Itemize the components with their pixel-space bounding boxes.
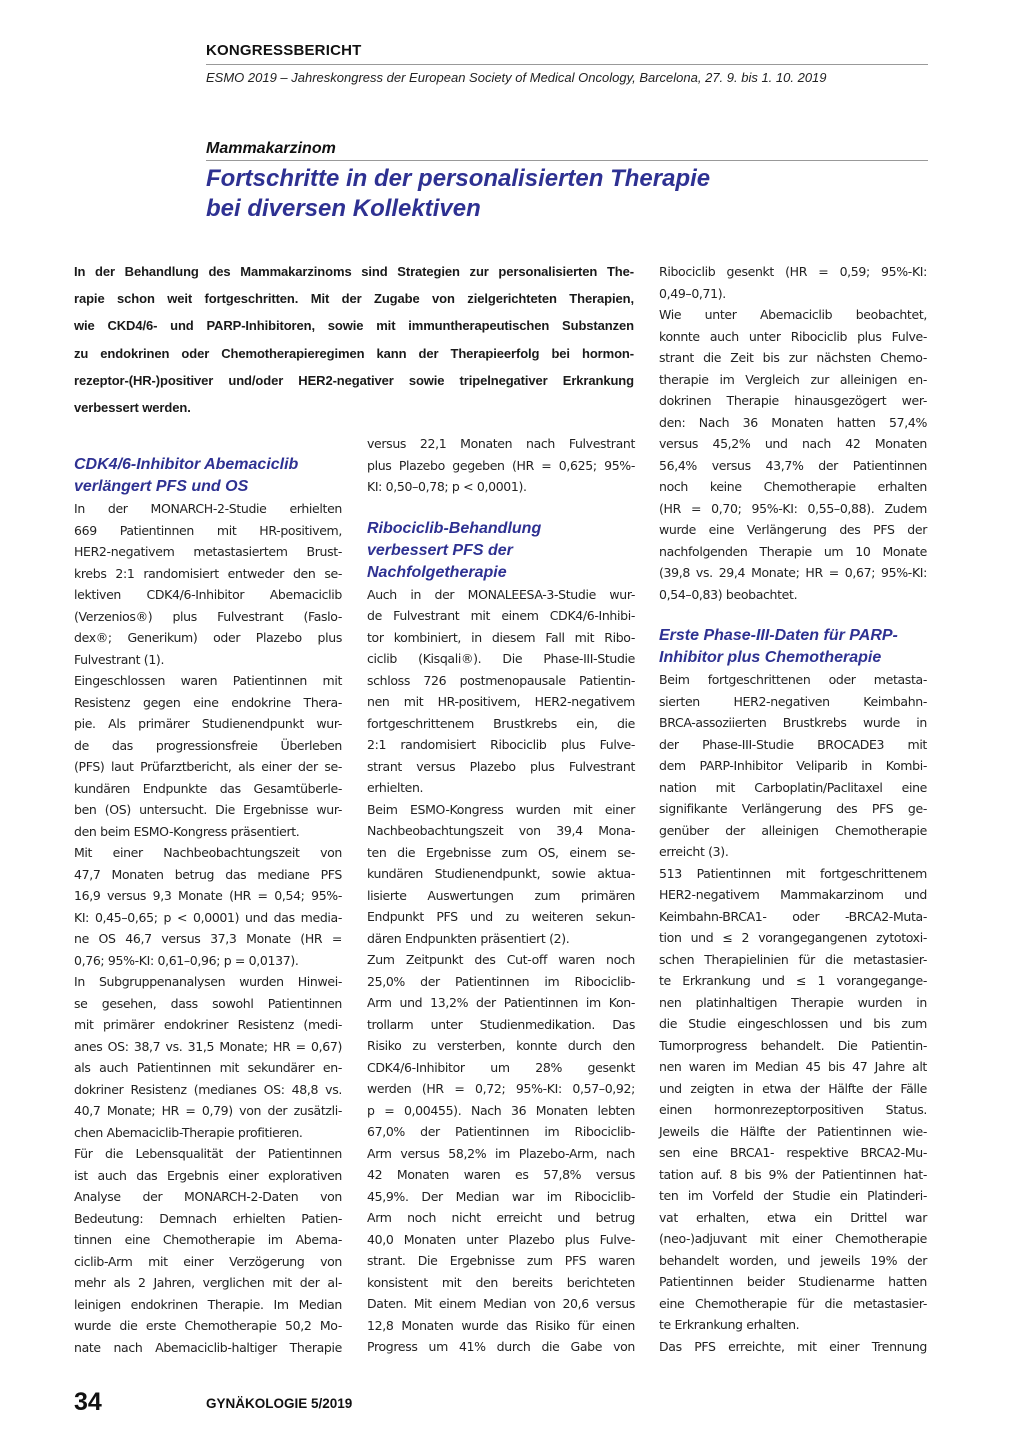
body-line: Risiko zu versterben, konnte durch den <box>367 1038 635 1053</box>
body-line: lisierte Auswertungen zum primären <box>367 887 635 903</box>
body-line: Zum Zeitpunkt des Cut-off waren noch <box>367 952 635 967</box>
section-heading-abemaciclib <box>74 454 342 498</box>
body-line: tation auf. 8 bis 9% der Patientinnen hat- <box>659 1166 927 1182</box>
title-line: Fortschritte in der personalisierten Therapie <box>206 165 711 192</box>
column-3 <box>659 261 927 1357</box>
body-line: CDK4/6-Inhibitor um 28% gesenkt <box>367 1059 635 1075</box>
body-line: ciclib-Arm mit einer Verzögerung von <box>74 1253 342 1269</box>
body-line: trollarm unter Studienmedikation. Das <box>367 1016 635 1032</box>
body-line: dokriner Resistenz (medianes OS: 48,8 vs. <box>74 1081 342 1097</box>
body-line: Beim fortgeschrittenen oder metasta- <box>659 672 927 687</box>
body-line: 513 Patientinnen mit fortgeschrittenem <box>659 865 927 881</box>
body-line: 40,0 Monaten unter Plazebo plus Fulve- <box>367 1231 635 1247</box>
body-line: plus Plazebo gegeben (HR = 0,625; 95%- <box>367 457 635 473</box>
title-line: bei diversen Kollektiven <box>206 195 481 222</box>
body-line: te Erkrankung erhalten. <box>659 1317 800 1332</box>
body-line: dem PARP-Inhibitor Veliparib in Kombi- <box>659 758 927 773</box>
section-heading-line: Erste Phase-III-Daten für PARP- <box>659 627 898 644</box>
body-line: als auch Patientinnen mit sekundärer en- <box>74 1060 342 1075</box>
body-line: 669 Patientinnen mit HR-positivem, <box>74 522 342 538</box>
body-line: HER2-negativem metastasiertem Brust- <box>74 544 342 559</box>
body-line: nen waren im Median 45 bis 47 Jahre alt <box>659 1059 927 1074</box>
lead-line: wie CKD4/6- und PARP-Inhibitoren, sowie mit immuntherapeutischen Substanzen <box>74 318 634 334</box>
body-line: therapie im Vergleich zur alleinigen en- <box>659 371 927 387</box>
body-line: se gesehen, dass sowohl Patientinnen <box>74 995 342 1011</box>
body-line: 0,49–0,71). <box>659 285 726 301</box>
body-line: te Erkrankung und ≤ 1 vorangegange- <box>659 973 927 988</box>
body-line: Analyse der MONARCH-2-Daten von <box>74 1189 342 1204</box>
body-line: vat erhalten, etwa ein Drittel war <box>659 1209 927 1225</box>
body-line: kundären Studienendpunkt, sowie aktua- <box>367 866 635 881</box>
body-line: Auch in der MONALEESA-3-Studie wur- <box>367 586 635 602</box>
body-line: strant versus Plazebo plus Fulvestrant <box>367 758 635 774</box>
body-line: BRCA-assoziierten Brustkrebs wurde in <box>659 715 927 730</box>
lead-line: zu endokrinen oder Chemotherapieregimen kann der Therapieerfolg bei hormon- <box>74 345 634 361</box>
body-line: Daten. Mit einem Median von 20,6 versus <box>367 1296 635 1311</box>
body-line: den beim ESMO-Kongress präsentiert. <box>74 823 300 839</box>
body-line: mit primärer endokriner Resistenz (medi- <box>74 1017 342 1032</box>
body-line: Wie unter Abemaciclib beobachtet, <box>659 307 927 322</box>
section-heading-line: Nachfolgetherapie <box>367 563 507 581</box>
body-line: (39,8 vs. 29,4 Monate; HR = 0,67; 95%-KI: <box>659 565 927 580</box>
body-line: 0,76; 95%-KI: 0,61–0,96; p = 0,0137). <box>74 952 299 968</box>
body-line: nen mit HR-positivem, HER2-negativem <box>367 694 635 709</box>
body-line: Endpunkt PFS und zu weiteren sekun- <box>367 909 635 924</box>
body-line: (HR = 0,70; 95%-KI: 0,55–0,88). Zudem <box>659 500 927 516</box>
body-line: 0,54–0,83) beobachtet. <box>659 586 798 602</box>
body-line: Arm und 13,2% der Patientinnen im Kon- <box>367 995 635 1010</box>
body-line: wurde eine Verlängerung des PFS der <box>659 522 927 537</box>
body-line: Ribociclib gesenkt (HR = 0,59; 95%-KI: <box>659 264 927 279</box>
body-line: 25,0% der Patientinnen im Ribociclib- <box>367 973 635 989</box>
section-heading-line: verlängert PFS und OS <box>74 478 249 495</box>
body-line: ne OS 46,7 versus 37,3 Monate (HR = <box>74 931 342 946</box>
body-line: KI: 0,45–0,65; p < 0,0001) und das media- <box>74 909 342 925</box>
column-1 <box>74 454 342 1358</box>
body-line: sen eine BRCA1- respektive BRCA2-Mu- <box>659 1145 927 1160</box>
body-line: tor kombiniert, in diesem Fall mit Ribo- <box>367 629 635 645</box>
section-heading-parp <box>659 625 927 669</box>
body-line: chen Abemaciclib-Therapie profitieren. <box>74 1124 303 1140</box>
rubric: KONGRESSBERICHT <box>206 42 362 59</box>
body-line: 67,0% der Patientinnen im Ribociclib- <box>367 1124 635 1139</box>
body-line: 2:1 randomisiert Ribociclib plus Fulve- <box>367 737 635 752</box>
body-line: noch keine Chemotherapie erhalten <box>659 479 927 494</box>
body-line: dären Endpunkten präsentiert (2). <box>367 930 570 946</box>
body-line: 45,9%. Der Median war im Ribociclib- <box>367 1188 635 1204</box>
body-line: ten im Vorfeld der Studie ein Platinderi- <box>659 1188 927 1203</box>
body-line: strant die Zeit bis zur nächsten Chemo- <box>659 350 927 365</box>
body-line: nen platinhaltigen Therapie wurden in <box>659 994 927 1010</box>
body-line: leinigen endokrinen Therapie. Im Median <box>74 1296 342 1312</box>
body-line: 47,7 Monaten betrug das mediane PFS <box>74 866 342 882</box>
section-heading-line: verbessert PFS der <box>367 541 513 559</box>
kicker-rule <box>206 160 928 161</box>
body-line: Das PFS erreichte, mit einer Trennung <box>659 1338 927 1354</box>
section-heading-ribociclib <box>367 518 635 584</box>
congress-line: ESMO 2019 – Jahreskongress der European Society of Medical Oncology, Barcelona, 27. 9. bis 1. 10. 2019 <box>206 70 827 85</box>
body-line: ciclib (Kisqali®). Die Phase-III-Studie <box>367 651 635 666</box>
body-line: die Studie eingeschlossen und bis zum <box>659 1016 927 1031</box>
lead-line: In der Behandlung des Mammakarzinoms sind Strategien zur personalisierten The- <box>74 264 634 279</box>
body-line: Beim ESMO-Kongress wurden mit einer <box>367 801 635 817</box>
column-2 <box>367 433 635 1358</box>
lead-line: rapie schon weit fortgeschritten. Mit der Zugabe von zielgerichteten Therapien, <box>74 291 634 307</box>
body-line: 40,7 Monate; HR = 0,79) von der zusätzli- <box>74 1103 342 1118</box>
body-line: HER2-negativem Mammakarzinom und <box>659 887 927 902</box>
body-line: einen hormonrezeptorpositiven Status. <box>659 1102 927 1117</box>
body-line: dokrinen Therapie hinausgezögert wer- <box>659 393 927 408</box>
body-line: Patientinnen beider Studienarme hatten <box>659 1274 927 1289</box>
body-line: (Verzenios®) plus Fulvestrant (Faslo- <box>74 608 342 624</box>
body-line: nachfolgenden Therapie um 10 Monate <box>659 543 927 559</box>
body-line: Tumorprogress behandelt. Die Patientin- <box>659 1037 927 1053</box>
body-line: 12,8 Monaten wurde das Risiko für einen <box>367 1317 635 1333</box>
body-line: Resistenz gegen eine endokrine Thera- <box>74 694 342 710</box>
page-number: 34 <box>74 1388 102 1416</box>
lead-line: rezeptor-(HR-)positiver und/oder HER2-negativer sowie tripelnegativer Erkrankung <box>74 372 634 388</box>
body-line: dex®; Generikum) oder Plazebo plus <box>74 630 342 645</box>
lead-line: verbessert werden. <box>74 400 191 416</box>
body-line: versus 45,2% und nach 42 Monaten <box>659 436 927 451</box>
body-line: ist auch das Ergebnis einer explorativen <box>74 1167 342 1183</box>
body-line: versus 22,1 Monaten nach Fulvestrant <box>367 436 635 451</box>
body-line: Eingeschlossen waren Patientinnen mit <box>74 673 342 688</box>
body-line: den: Nach 36 Monaten hatten 57,4% <box>659 414 927 430</box>
body-line: Arm noch nicht erreicht und betrug <box>367 1210 635 1225</box>
body-line: strant. Die Ergebnisse zum PFS waren <box>367 1253 635 1268</box>
body-line: wurde die erste Chemotherapie 50,2 Mo- <box>74 1318 342 1333</box>
body-line: erreicht (3). <box>659 844 729 859</box>
body-line: Progress um 41% durch die Gabe von <box>367 1339 635 1354</box>
body-line: der Phase-III-Studie BROCADE3 mit <box>659 736 927 752</box>
body-line: Mit einer Nachbeobachtungszeit von <box>74 845 342 860</box>
body-line: (neo-)adjuvant mit einer Chemotherapie <box>659 1231 927 1246</box>
body-line: KI: 0,50–0,78; p < 0,0001). <box>367 479 527 494</box>
lead-paragraph <box>74 258 634 421</box>
section-heading-line: Ribociclib-Behandlung <box>367 519 542 537</box>
body-line: 56,4% versus 43,7% der Patientinnen <box>659 457 927 473</box>
body-line: Keimbahn-BRCA1- oder -BRCA2-Muta- <box>659 908 927 924</box>
body-line: de das progressionsfreie Überleben <box>74 737 342 753</box>
body-line: nation mit Carboplatin/Paclitaxel eine <box>659 779 927 795</box>
body-line: de Fulvestrant mit einem CDK4/6-Inhibi- <box>367 608 635 623</box>
body-line: und zeigten in etwa der Hälfte der Fälle <box>659 1080 927 1096</box>
body-line: werden (HR = 0,72; 95%-KI: 0,57–0,92; <box>367 1081 635 1096</box>
body-line: Arm versus 58,2% im Plazebo-Arm, nach <box>367 1145 635 1161</box>
body-line: In Subgruppenanalysen wurden Hinwei- <box>74 974 342 989</box>
article-title <box>206 164 928 224</box>
body-line: lektiven CDK4/6-Inhibitor Abemaciclib <box>74 587 342 602</box>
body-line: erhielten. <box>367 780 424 795</box>
body-line: fortgeschrittenem Brustkrebs ein, die <box>367 715 635 731</box>
body-line: krebs 2:1 randomisiert entweder den se- <box>74 565 342 581</box>
body-line: Für die Lebensqualität der Patientinnen <box>74 1146 342 1161</box>
body-line: signifikante Verlängerung des PFS ge- <box>659 801 927 816</box>
body-line: tion und ≤ 2 vorangegangenen zytotoxi- <box>659 930 927 945</box>
body-line: Jeweils die Hälfte der Patientinnen wie- <box>659 1123 927 1139</box>
body-line: behandelt worden, und jeweils 19% der <box>659 1252 927 1268</box>
body-line: anes OS: 38,7 vs. 31,5 Monate; HR = 0,67) <box>74 1038 342 1054</box>
rubric-rule <box>206 64 928 65</box>
body-line: Fulvestrant (1). <box>74 651 165 667</box>
body-line: genüber der alleinigen Chemotherapie <box>659 822 927 838</box>
journal-issue: GYNÄKOLOGIE 5/2019 <box>206 1396 353 1411</box>
body-line: schen Therapielinien für die metastasier- <box>659 951 927 967</box>
article-kicker: Mammakarzinom <box>206 140 336 157</box>
body-line: tinnen eine Chemotherapie im Abema- <box>74 1232 342 1247</box>
body-line: schloss 726 postmenopausale Patientin- <box>367 672 635 688</box>
body-line: nate nach Abemaciclib-haltiger Therapie <box>74 1339 342 1355</box>
body-line: Nachbeobachtungszeit von 39,4 Mona- <box>367 823 635 838</box>
body-line: mehr als 2 Jahren, verglichen mit der al- <box>74 1275 342 1290</box>
section-heading-line: CDK4/6-Inhibitor Abemaciclib <box>74 456 299 473</box>
body-line: pie. Als primärer Studienendpunkt wur- <box>74 716 342 731</box>
body-line: In der MONARCH-2-Studie erhielten <box>74 501 342 516</box>
section-heading-line: Inhibitor plus Chemotherapie <box>659 649 882 666</box>
body-line: eine Chemotherapie für die metastasier- <box>659 1295 927 1311</box>
body-line: ten die Ergebnisse zum OS, einem se- <box>367 844 635 860</box>
body-line: 16,9 versus 9,3 Monate (HR = 0,54; 95%- <box>74 888 342 903</box>
body-line: 42 Monaten waren es 57,8% versus <box>367 1167 635 1182</box>
body-line: (PFS) laut Prüfarztbericht, als einer der se- <box>74 759 342 774</box>
body-line: p = 0,00455). Nach 36 Monaten lebten <box>367 1102 635 1118</box>
body-line: konnte auch unter Ribociclib plus Fulve- <box>659 328 927 344</box>
body-line: sierten HER2-negativen Keimbahn- <box>659 693 927 709</box>
body-line: ben (OS) untersucht. Die Ergebnisse wur- <box>74 802 342 817</box>
body-line: konsistent mit den bereits berichteten <box>367 1274 635 1290</box>
body-line: kundären Endpunkte das Gesamtüberle- <box>74 780 342 796</box>
body-line: Bedeutung: Demnach erhielten Patien- <box>74 1210 342 1226</box>
